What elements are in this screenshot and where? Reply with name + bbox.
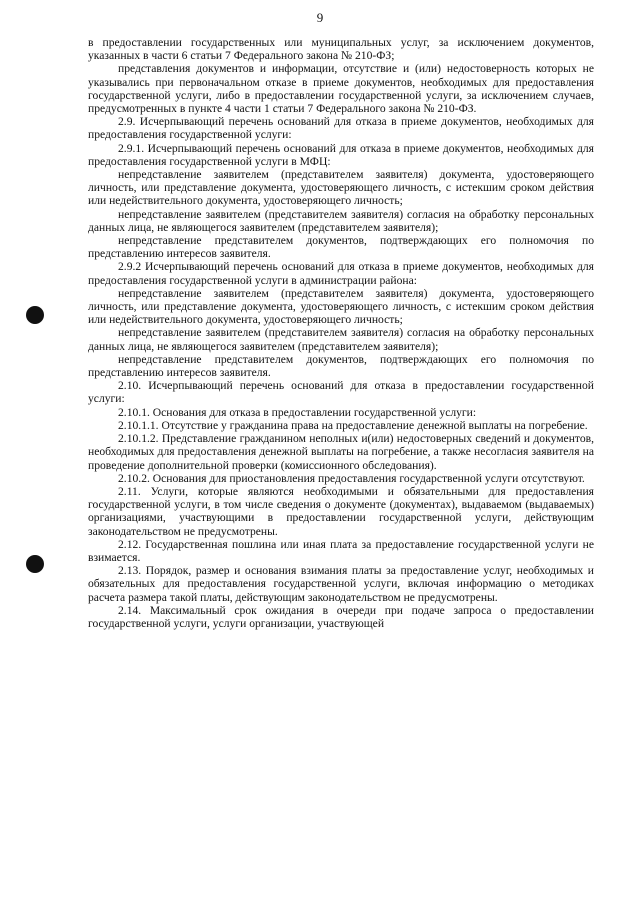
paragraph: непредставление заявителем (представителем заявителя) согласия на обработку персональных данных лица, не являющегося заявителем (представителем заявителя); <box>88 207 594 234</box>
paragraph: 2.11. Услуги, которые являются необходимыми и обязательными для предоставления государственной услуги, в том числе сведения о документе (документах), выдаваемом (выдаваемых) организациями, участвующими в предоставлении государственной услуги, действующим законодательством не предусмотрены. <box>88 484 594 538</box>
paragraph: представления документов и информации, отсутствие и (или) недостоверность которых не указывались при первоначальном отказе в приеме документов, необходимых для предоставления государственной услуги, либо в предоставлении государственной услуги, за исключением случаев, предусмотренных в пункте 4 части 1 статьи 7 Федерального закона № 210-ФЗ. <box>88 62 594 116</box>
punch-hole-bottom <box>26 555 44 573</box>
paragraph: 2.10.1.1. Отсутствие у гражданина права на предоставление денежной выплаты на погребение. <box>118 418 588 432</box>
paragraph: непредставление представителем документов, подтверждающих его полномочия по представлению интересов заявителя. <box>88 352 594 380</box>
paragraph: 2.10.2. Основания для приостановления предоставления государственной услуги отсутствуют. <box>118 471 585 485</box>
paragraph: 2.10.1. Основания для отказа в предоставлении государственной услуги: <box>118 405 477 419</box>
punch-hole-top <box>26 306 44 324</box>
paragraph: непредставление заявителем (представителем заявителя) документа, удостоверяющего личность, или представление документа, удостоверяющего личность, с истекшим сроком действия или недействительного документа, удостоверяющего личность; <box>88 168 594 208</box>
paragraph: 2.9.2 Исчерпывающий перечень оснований для отказа в приеме документов, необходимых для предоставления государственной услуги в администрации района: <box>88 260 594 287</box>
paragraph: непредставление заявителем (представителем заявителя) документа, удостоверяющего личность, или представление документа, удостоверяющего личность, с истекшим сроком действия или недействительного документа, удостоверяющего личность; <box>88 286 594 327</box>
paragraph: в предоставлении государственных или муниципальных услуг, за исключением документов, указанных в части 6 статьи 7 Федерального закона № 210-ФЗ; <box>88 36 594 63</box>
paragraph: 2.13. Порядок, размер и основания взимания платы за предоставление услуг, необходимых и обязательных для предоставления государственной услуги, включая информацию о методиках расчета размера такой платы, действующим законодательством не предусмотрены. <box>88 564 594 604</box>
paragraph: 2.10.1.2. Представление гражданином неполных и(или) недостоверных сведений и документов, необходимых для предоставления денежной выплаты на погребение, а также несогласия заявителя на проведение дополнительной проверки (комиссионного обследования). <box>88 432 594 472</box>
page-number: 9 <box>316 10 324 25</box>
paragraph: 2.9. Исчерпывающий перечень оснований для отказа в приеме документов, необходимых для предоставления государственной услуги: <box>88 115 594 142</box>
document-body <box>88 36 594 630</box>
paragraph: 2.9.1. Исчерпывающий перечень оснований для отказа в приеме документов, необходимых для предоставления государственной услуги в МФЦ: <box>88 141 594 168</box>
paragraph: непредставление заявителем (представителем заявителя) согласия на обработку персональных данных лица, не являющегося заявителем (представителем заявителя); <box>88 326 594 353</box>
paragraph: непредставление представителем документов, подтверждающих его полномочия по представлению интересов заявителя. <box>88 234 594 261</box>
paragraph: 2.10. Исчерпывающий перечень оснований для отказа в предоставлении государственной услуги: <box>88 379 594 406</box>
paragraph: 2.12. Государственная пошлина или иная плата за предоставление государственной услуги не взимается. <box>88 537 594 564</box>
paragraph: 2.14. Максимальный срок ожидания в очереди при подаче запроса о предоставлении государственной услуги, услуги организации, участвующей <box>88 603 594 630</box>
